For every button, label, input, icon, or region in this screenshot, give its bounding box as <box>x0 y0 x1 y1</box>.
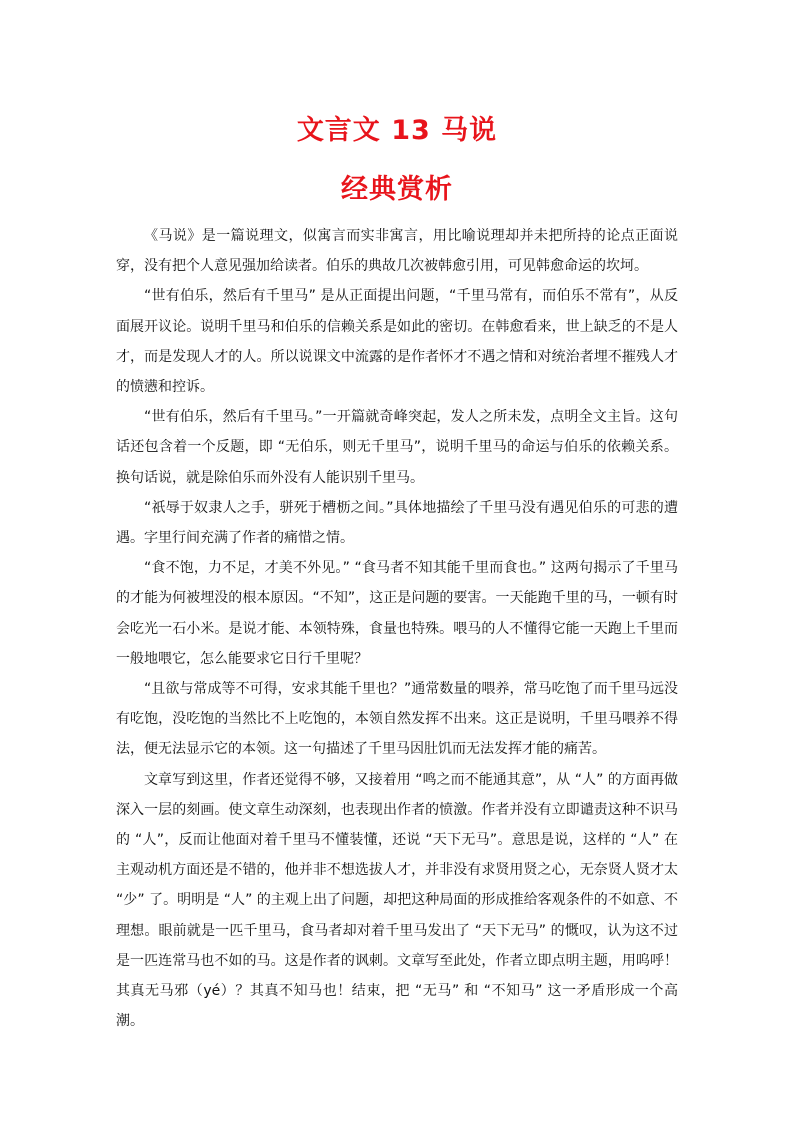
paragraph-3: “世有伯乐，然后有千里马。”一开篇就奇峰突起，发人之所未发，点明全文主旨。这句话还包含着一个反题，即 “无伯乐，则无千里马”，说明千里马的命运与伯乐的依赖关系。换句话说，就是除伯乐而外没有人能识别千里马。 <box>116 409 678 486</box>
section-heading: 经典赏析 <box>341 174 453 205</box>
paragraph-6: “且欲与常成等不可得，安求其能千里也？”通常数量的喂养，常马吃饱了而千里马远没有吃饱，没吃饱的当然比不上吃饱的，本领自然发挥不出来。这正是说明，千里马喂养不得法，便无法显示它的本领。这一句描述了千里马因肚饥而无法发挥才能的痛苦。 <box>116 681 678 758</box>
body-text <box>116 221 678 1036</box>
paragraph-5: “食不饱，力不足，才美不外见。” “食马者不知其能千里而食也。” 这两句揭示了千里马的才能为何被埋没的根本原因。“不知”，这正是问题的要害。一天能跑千里的马，一顿有时会吃光一石小米。是说才能、本领特殊，食量也特殊。喂马的人不懂得它能一天跑上千里而一般地喂它，怎么能要求它日行千里呢？ <box>116 560 678 667</box>
paragraph-4: “祇辱于奴隶人之手，骈死于槽枥之间。”具体地描绘了千里马没有遇见伯乐的可悲的遭遇。字里行间充满了作者的痛惜之情。 <box>116 499 678 547</box>
page-title: 文言文 13 马说 <box>296 115 498 146</box>
paragraph-2: “世有伯乐，然后有千里马” 是从正面提出问题，“千里马常有，而伯乐不常有”，从反面展开议论。说明千里马和伯乐的信赖关系是如此的密切。在韩愈看来，世上缺乏的不是人才，而是发现人才的人。所以说课文中流露的是作者怀才不遇之情和对统治者埋不摧残人才的愤懑和控诉。 <box>116 288 678 396</box>
paragraph-1: 《马说》是一篇说理文，似寓言而实非寓言，用比喻说理却并未把所持的论点正面说穿，没有把个人意见强加给读者。伯乐的典故几次被韩愈引用，可见韩愈命运的坎坷。 <box>116 228 678 275</box>
paragraph-7: 文章写到这里，作者还觉得不够，又接着用 “鸣之而不能通其意”，从 “人” 的方面再做深入一层的刻画。使文章生动深刻，也表现出作者的愤激。作者并没有立即谴责这种不识马的 “人”，反而让他面对着千里马不懂装懂，还说 “天下无马”。意思是说，这样的 “人” 在主观动机方面还是不错的，他并非不想选拔人才，并非没有求贤用贤之心，无奈贤人贤才太 “少” 了。明明是 “人” 的主观上出了问题，却把这种局面的形成推给客观条件的不如意、不理想。眼前就是一匹千里马，食马者却对着千里马发出了 “天下无马” 的慨叹，认为这不过是一匹连常马也不如的马。这是作者的讽刺。文章写至此处，作者立即点明主题，用呜呼！其真无马邪（yé）？其真不知马也！结束，把 “无马” 和 “不知马” 这一矛盾形成一个高潮。 <box>116 771 678 1030</box>
